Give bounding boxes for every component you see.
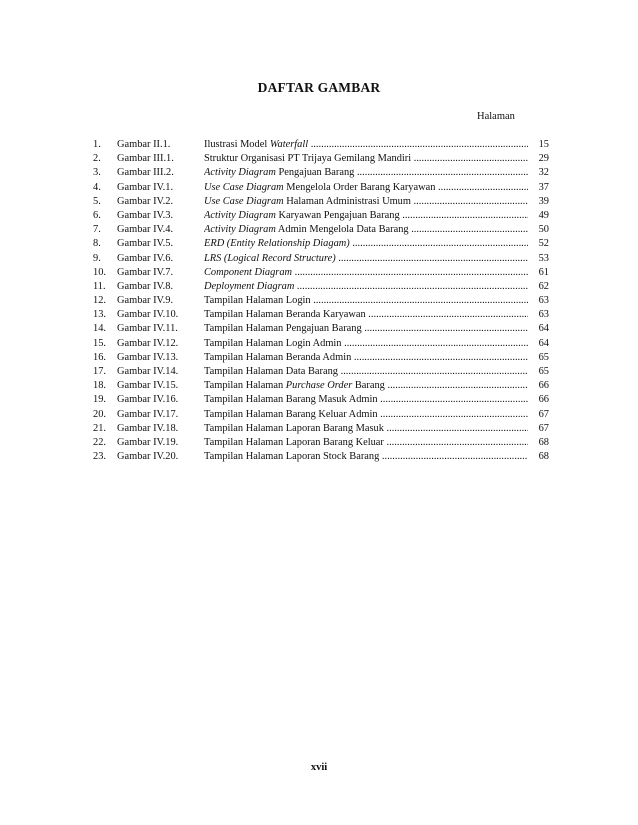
caption-italic-text: Use Case Diagram xyxy=(204,181,284,193)
list-item[interactable] xyxy=(0,436,638,450)
entry-number: 12. xyxy=(93,295,106,307)
caption-text-after: Halaman Administrasi Umum xyxy=(283,195,411,207)
figure-caption xyxy=(204,166,528,180)
list-item[interactable] xyxy=(0,209,638,223)
figure-caption xyxy=(204,294,528,308)
page-number: 65 xyxy=(538,366,549,377)
entry-number: 15. xyxy=(93,337,106,349)
list-item[interactable] xyxy=(0,365,638,379)
page-number-footer: xvii xyxy=(310,762,328,773)
figure-caption xyxy=(204,322,528,336)
page-number: 68 xyxy=(538,436,549,448)
entry-number: 22. xyxy=(93,436,106,448)
page-number: 49 xyxy=(538,209,549,221)
figure-caption xyxy=(204,181,528,195)
page-number: 67 xyxy=(538,408,549,420)
caption-text-after: Mengelola Order Barang Karyawan xyxy=(283,181,436,193)
entry-number: 8. xyxy=(93,238,101,250)
entry-number: 7. xyxy=(93,224,101,236)
entry-number: 2. xyxy=(93,153,101,165)
list-item[interactable] xyxy=(0,294,638,308)
figure-caption xyxy=(204,252,528,266)
list-item[interactable] xyxy=(0,152,638,166)
list-item[interactable] xyxy=(0,450,638,464)
list-item[interactable] xyxy=(0,408,638,422)
entry-number: 9. xyxy=(93,252,101,264)
entry-number: 1. xyxy=(93,139,101,150)
figure-label: Gambar IV.5. xyxy=(117,238,174,250)
list-item[interactable] xyxy=(0,252,638,266)
figure-caption xyxy=(204,337,528,351)
caption-italic-text: Activity Diagram xyxy=(204,167,276,179)
page-number: 29 xyxy=(538,153,549,165)
list-item[interactable] xyxy=(0,308,638,322)
figure-label: Gambar IV.4. xyxy=(117,224,174,236)
figure-label: Gambar IV.1. xyxy=(117,181,174,193)
caption-text: Tampilan Halaman xyxy=(204,380,286,392)
figure-caption xyxy=(204,266,528,280)
figure-label: Gambar IV.16. xyxy=(117,394,179,406)
page-number: 32 xyxy=(538,167,549,179)
list-item[interactable] xyxy=(0,166,638,180)
figure-caption xyxy=(204,308,528,322)
caption-text: Tampilan Halaman Laporan Barang Masuk xyxy=(204,422,384,434)
page-number: 64 xyxy=(538,323,549,335)
page-number: 66 xyxy=(538,394,549,406)
caption-italic-text: Use Case Diagram xyxy=(204,195,284,207)
page-number: 37 xyxy=(538,181,549,193)
list-item[interactable] xyxy=(0,351,638,365)
caption-text-after: Barang xyxy=(352,380,385,392)
figure-caption xyxy=(204,379,528,393)
page-number: 66 xyxy=(538,380,549,392)
caption-text-after: Admin Mengelola Data Barang xyxy=(275,224,409,236)
list-item[interactable] xyxy=(0,223,638,237)
caption-italic-text: LRS (Logical Record Structure) xyxy=(204,252,336,264)
list-item[interactable] xyxy=(0,322,638,336)
figure-caption xyxy=(204,393,528,407)
entry-number: 18. xyxy=(93,380,106,392)
caption-text-after: Karyawan Pengajuan Barang xyxy=(275,209,400,221)
caption-text: Tampilan Halaman Data Barang xyxy=(204,366,341,377)
figure-label: Gambar IV.7. xyxy=(117,266,174,278)
caption-text: Tampilan Halaman Laporan Barang Keluar xyxy=(204,436,384,448)
page-number: 63 xyxy=(538,309,549,321)
figure-caption xyxy=(204,195,528,209)
figure-label: Gambar IV.20. xyxy=(117,451,179,463)
page-title: DAFTAR GAMBAR xyxy=(257,80,381,95)
list-item[interactable] xyxy=(0,422,638,436)
caption-italic-text: ERD (Entity Relationship Diagam) xyxy=(204,238,350,250)
figure-caption xyxy=(204,450,528,464)
page-number: 68 xyxy=(538,451,549,463)
figure-caption xyxy=(204,138,528,152)
figure-label: Gambar IV.10. xyxy=(117,309,179,321)
figure-label: Gambar III.1. xyxy=(117,153,174,165)
caption-text: Tampilan Halaman Login Admin xyxy=(204,337,342,349)
caption-text: Ilustrasi Model xyxy=(204,139,270,150)
page-number: 52 xyxy=(538,238,549,250)
list-item[interactable] xyxy=(0,237,638,251)
entry-number: 14. xyxy=(93,323,106,335)
figure-label: Gambar IV.11. xyxy=(117,323,178,335)
figure-label: Gambar IV.19. xyxy=(117,436,179,448)
caption-text-after: Pengajuan Barang xyxy=(275,167,355,179)
figure-caption xyxy=(204,351,528,365)
figure-list xyxy=(0,138,638,464)
list-item[interactable] xyxy=(0,266,638,280)
figure-label: Gambar IV.9. xyxy=(117,295,174,307)
page-number: 50 xyxy=(538,224,549,236)
entry-number: 16. xyxy=(93,351,106,363)
caption-italic-text: Waterfall xyxy=(269,139,309,150)
page-number: 39 xyxy=(538,195,549,207)
list-item[interactable] xyxy=(0,280,638,294)
figure-caption xyxy=(204,237,528,251)
page-number: 15 xyxy=(538,139,549,150)
entry-number: 6. xyxy=(93,209,101,221)
entry-number: 17. xyxy=(93,366,106,377)
figure-label: Gambar IV.2. xyxy=(117,195,174,207)
figure-label: Gambar IV.6. xyxy=(117,252,174,264)
figure-caption xyxy=(204,152,528,166)
list-item[interactable] xyxy=(0,379,638,393)
caption-italic-text: Activity Diagram xyxy=(204,224,276,236)
caption-text: Tampilan Halaman Barang Keluar Admin xyxy=(204,408,378,420)
page-number: 53 xyxy=(538,252,549,264)
list-item[interactable] xyxy=(0,181,638,195)
entry-number: 10. xyxy=(93,266,106,278)
figure-label: Gambar IV.12. xyxy=(117,337,179,349)
figure-caption xyxy=(204,209,528,223)
figure-label: Gambar II.1. xyxy=(117,139,171,150)
entry-number: 3. xyxy=(93,167,101,179)
page-number: 61 xyxy=(538,266,549,278)
figure-caption xyxy=(204,422,528,436)
entry-number: 20. xyxy=(93,408,106,420)
figure-label: Gambar IV.18. xyxy=(117,422,179,434)
figure-label: Gambar IV.8. xyxy=(117,280,174,292)
list-item[interactable] xyxy=(0,195,638,209)
caption-text: Tampilan Halaman Beranda Karyawan xyxy=(204,309,366,321)
entry-number: 4. xyxy=(93,181,101,193)
entry-number: 23. xyxy=(93,451,106,463)
list-item[interactable] xyxy=(0,138,638,152)
page-number: 65 xyxy=(538,351,549,363)
figure-label: Gambar III.2. xyxy=(117,167,174,179)
entry-number: 19. xyxy=(93,394,106,406)
caption-text: Tampilan Halaman Beranda Admin xyxy=(204,351,352,363)
page-column-header: Halaman xyxy=(477,111,515,122)
figure-label: Gambar IV.13. xyxy=(117,351,179,363)
figure-label: Gambar IV.14. xyxy=(117,366,179,377)
page-number: 67 xyxy=(538,422,549,434)
entry-number: 5. xyxy=(93,195,101,207)
caption-text: Tampilan Halaman Barang Masuk Admin xyxy=(204,394,378,406)
figure-caption xyxy=(204,365,528,379)
list-item[interactable] xyxy=(0,393,638,407)
caption-text: Tampilan Halaman Login xyxy=(204,295,311,307)
figure-label: Gambar IV.15. xyxy=(117,380,179,392)
caption-text: Tampilan Halaman Laporan Stock Barang xyxy=(204,451,380,463)
figure-caption xyxy=(204,223,528,237)
entry-number: 13. xyxy=(93,309,106,321)
figure-caption xyxy=(204,280,528,294)
figure-label: Gambar IV.3. xyxy=(117,209,174,221)
caption-italic-text: Purchase Order xyxy=(285,380,353,392)
caption-text: Tampilan Halaman Pengajuan Barang xyxy=(204,323,362,335)
figure-caption xyxy=(204,408,528,422)
caption-text: Struktur Organisasi PT Trijaya Gemilang Mandiri xyxy=(204,153,412,165)
entry-number: 21. xyxy=(93,422,106,434)
figure-caption xyxy=(204,436,528,450)
page-number: 62 xyxy=(538,280,549,292)
page-number: 63 xyxy=(538,295,549,307)
page-number: 64 xyxy=(538,337,549,349)
entry-number: 11. xyxy=(93,280,106,292)
list-item[interactable] xyxy=(0,337,638,351)
caption-italic-text: Deployment Diagram xyxy=(204,280,295,292)
caption-italic-text: Component Diagram xyxy=(204,266,293,278)
caption-italic-text: Activity Diagram xyxy=(204,209,276,221)
figure-label: Gambar IV.17. xyxy=(117,408,179,420)
